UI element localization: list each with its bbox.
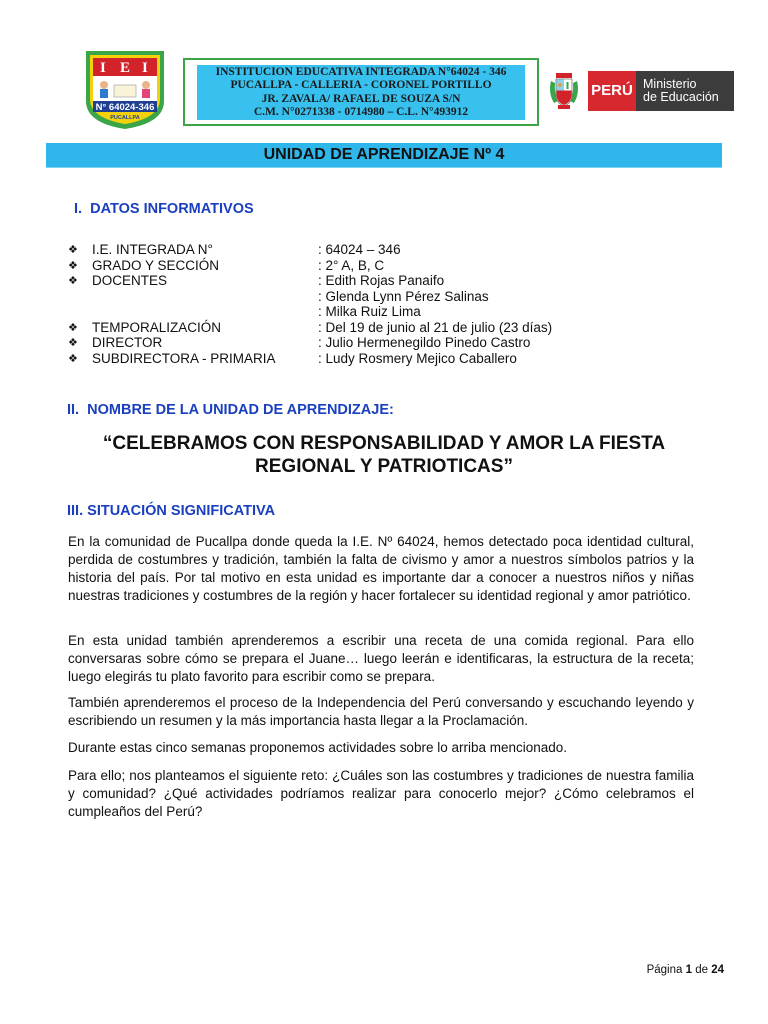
of-word: de <box>695 964 708 976</box>
institution-info <box>197 65 525 120</box>
ministry-line: de Educación <box>643 90 719 104</box>
section-heading-datos <box>74 201 254 217</box>
dato-row <box>68 258 628 274</box>
dato-value: : 64024 – 346 <box>318 242 401 257</box>
section-heading-nombre <box>67 402 394 418</box>
dato-value: : Milka Ruiz Lima <box>318 304 421 319</box>
dato-label: TEMPORALIZACIÓN <box>92 320 222 335</box>
dato-label: DOCENTES <box>92 273 168 288</box>
diamond-bullet-icon: ❖ <box>68 337 78 349</box>
page-number <box>620 964 724 976</box>
dato-label: DIRECTOR <box>92 335 163 350</box>
dato-label: GRADO Y SECCIÓN <box>92 258 220 273</box>
paragraph: También aprenderemos el proceso de la Independencia del Perú conversando y escuchando leyendo y escribiendo un resumen y la más importancia hasta llegar a la Proclamación. <box>68 695 694 728</box>
dato-value: : Edith Rojas Panaifo <box>318 273 445 288</box>
ministry-line: Ministerio <box>643 77 697 91</box>
dato-value: : Del 19 de junio al 21 de julio (23 días) <box>318 320 553 335</box>
paragraph: En la comunidad de Pucallpa donde queda la I.E. Nº 64024, hemos detectado poca identidad cultural, perdida de costumbres y tradición, también la falta de civismo y amor a nuestros símbolos patrios y la historia del país. Por tal motivo en esta unidad es importante dar a conocer a nuestros niños y niñas nuestras tradiciones y costumbres de la región y hacer fortalecer su identidad regional y amor patriótico. <box>68 534 694 603</box>
dato-row <box>68 242 628 258</box>
dato-row <box>68 304 628 320</box>
institution-line: INSTITUCION EDUCATIVA INTEGRADA N°64024 - 346 <box>215 66 507 78</box>
page-word: Página <box>646 964 683 976</box>
unit-title-line: REGIONAL Y PATRIOTICAS” <box>255 456 513 477</box>
dato-label: SUBDIRECTORA - PRIMARIA <box>92 351 276 366</box>
institution-line: C.M. N°0271338 - 0714980 – C.L. N°493912 <box>253 106 469 119</box>
unit-banner: UNIDAD DE APRENDIZAJE Nº 4 <box>46 143 722 167</box>
paragraph: Durante estas cinco semanas proponemos actividades sobre lo arriba mencionado. <box>68 740 568 755</box>
page-current: 1 <box>685 964 692 976</box>
dato-value: : 2° A, B, C <box>318 258 385 273</box>
banner-divider <box>46 167 722 168</box>
ministry-logo <box>636 71 734 111</box>
paragraph: En esta unidad también aprenderemos a escribir una receta de una comida regional. Para ello conversaras sobre cómo se prepara el Juane… luego leerán e identificaras, la estructura de la receta; luego elegirás tu plato favorito para escribir como se prepara. <box>68 633 694 684</box>
logo-letter: E <box>120 60 131 76</box>
peru-coat-of-arms-icon <box>548 71 580 111</box>
logo-letter: I <box>100 60 106 76</box>
dato-value: : Glenda Lynn Pérez Salinas <box>318 289 489 304</box>
dato-value: : Ludy Rosmery Mejico Caballero <box>318 351 517 366</box>
diamond-bullet-icon: ❖ <box>68 244 78 256</box>
logo-number: N° 64024-346 <box>95 102 155 113</box>
section-heading-situacion <box>67 503 275 519</box>
section-title: NOMBRE DE LA UNIDAD DE APRENDIZAJE: <box>87 402 394 418</box>
dato-row <box>68 289 628 305</box>
section-number: II. <box>67 402 80 418</box>
logo-letter: I <box>142 60 148 76</box>
section-number: I. <box>74 201 83 217</box>
section-number: III. <box>67 503 84 519</box>
institution-header-box <box>183 58 539 126</box>
section-title: DATOS INFORMATIVOS <box>90 201 254 217</box>
peru-brand-label: PERÚ <box>588 71 636 111</box>
dato-row <box>68 351 628 367</box>
diamond-bullet-icon: ❖ <box>68 322 78 334</box>
dato-value: : Julio Hermenegildo Pinedo Castro <box>318 335 531 350</box>
unit-title-line: “CELEBRAMOS CON RESPONSABILIDAD Y AMOR LA FIESTA <box>102 433 666 454</box>
unit-title <box>60 432 708 478</box>
diamond-bullet-icon: ❖ <box>68 275 78 287</box>
institution-line: PUCALLPA - CALLERIA - CORONEL PORTILLO <box>230 79 492 92</box>
paragraph: Para ello; nos planteamos el siguiente reto: ¿Cuáles son las costumbres y tradiciones de nuestra familia y comunidad? ¿Qué actividades podríamos realizar para conocerlo mejor? ¿Cómo celebramos el cumpleaños del Perú? <box>68 768 694 819</box>
diamond-bullet-icon: ❖ <box>68 260 78 272</box>
dato-label: I.E. INTEGRADA N° <box>92 242 213 257</box>
logo-city: PUCALLPA <box>110 115 140 121</box>
dato-row <box>68 273 628 289</box>
diamond-bullet-icon: ❖ <box>68 353 78 365</box>
dato-row <box>68 335 628 351</box>
school-logo <box>82 49 168 131</box>
institution-line: JR. ZAVALA/ RAFAEL DE SOUZA S/N <box>261 92 461 105</box>
page-total: 24 <box>711 964 724 976</box>
dato-row <box>68 320 628 336</box>
section-title: SITUACIÓN SIGNIFICATIVA <box>87 503 276 519</box>
